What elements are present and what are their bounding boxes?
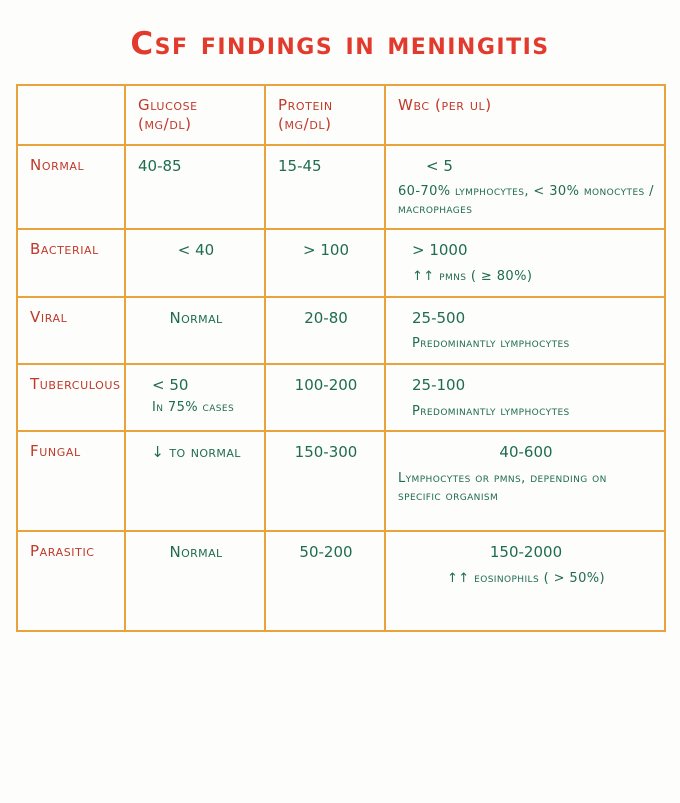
cell-value: < 50 [152,375,189,394]
cell-parasitic-protein [265,531,385,631]
cell-normal-glucose [125,145,265,230]
header-glucose-text: Glucose [138,96,198,114]
cell-value: 100-200 [294,375,358,394]
row-label-viral: Viral [17,297,125,364]
cell-viral-glucose [125,297,265,364]
table-row [17,531,665,631]
cell-value-sub: 60-70% lymphocytes, < 30% monocytes / macrophages [398,184,654,217]
cell-value: < 40 [177,241,215,260]
cell-value-main: 25-100 [412,375,466,394]
cell-value-main: 40-600 [499,443,553,462]
table-row [17,145,665,230]
cell-value-main: 25-500 [412,308,466,327]
cell-fungal-wbc [385,431,665,531]
row-label-fungal: Fungal [17,431,125,531]
cell-value: normal [169,543,223,562]
cell-tuberculous-glucose [125,364,265,431]
cell-value-main: < 5 [426,156,453,175]
cell-value: 50-200 [299,543,353,562]
cell-value-main: 150-2000 [489,543,563,562]
cell-value: > 100 [303,241,349,260]
cell-parasitic-glucose [125,531,265,631]
cell-value-sub: ↑↑ eosinophils ( > 50%) [447,570,605,586]
header-protein-unit: (mg/dl) [278,114,332,133]
header-glucose-unit: (mg/dl) [138,114,192,133]
header-glucose [125,85,265,145]
table-row [17,431,665,531]
cell-viral-wbc [385,297,665,364]
row-label-bacterial: Bacterial [17,229,125,296]
cell-normal-wbc [385,145,665,230]
cell-value-sub: ↑↑ pmns ( ≥ 80%) [412,269,533,285]
cell-value: 20-80 [304,308,348,327]
cell-value: ↓ to normal [151,443,241,462]
row-label-parasitic: Parasitic [17,531,125,631]
cell-fungal-glucose [125,431,265,531]
cell-value: 150-300 [294,443,358,462]
cell-value: 15-45 [278,156,322,175]
cell-value: normal [169,308,223,327]
cell-parasitic-wbc [385,531,665,631]
table-row [17,229,665,296]
row-label-tuberculous: Tuberculous [17,364,125,431]
header-protein [265,85,385,145]
table-row [17,364,665,431]
cell-value: 40-85 [138,156,182,175]
table-header-row [17,85,665,145]
cell-value-sub: Predominantly lymphocytes [412,336,570,352]
cell-value-sub: Predominantly lymphocytes [412,403,570,419]
cell-tuberculous-wbc [385,364,665,431]
cell-normal-protein [265,145,385,230]
cell-tuberculous-protein [265,364,385,431]
header-wbc: wbc (per ul) [385,85,665,145]
csf-findings-table [16,84,666,632]
cell-value-sub: In 75% cases [152,399,235,415]
row-label-normal: Normal [17,145,125,230]
cell-bacterial-glucose [125,229,265,296]
table-row [17,297,665,364]
cell-viral-protein [265,297,385,364]
cell-bacterial-protein [265,229,385,296]
header-row-label [17,85,125,145]
cell-bacterial-wbc [385,229,665,296]
page-title: Csf findings in meningitis [130,26,550,62]
header-protein-text: protein [278,96,333,114]
cell-value-sub: Lymphocytes or pmns, depending on specific organism [398,470,607,504]
cell-value-main: > 1000 [412,241,468,260]
cell-fungal-protein [265,431,385,531]
